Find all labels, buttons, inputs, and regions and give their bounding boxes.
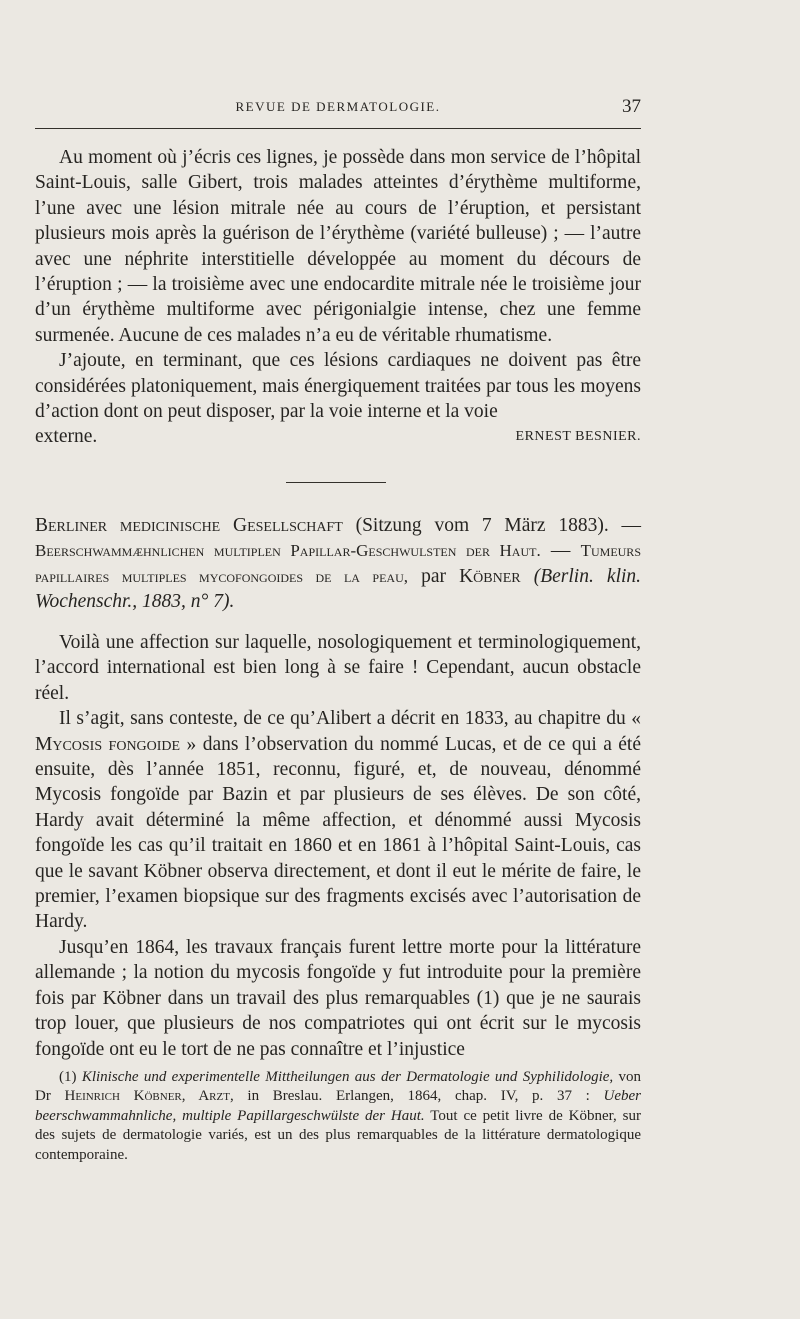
running-head bbox=[35, 96, 641, 118]
section-besnier bbox=[35, 145, 641, 450]
session-date: (Sitzung vom 7 März 1883). — bbox=[355, 515, 642, 536]
section-divider bbox=[286, 482, 386, 483]
source-citation: (Berlin. klin. Wochenschr., 1883, n° 7). bbox=[35, 565, 642, 613]
running-title: REVUE DE DERMATOLOGIE. bbox=[235, 99, 441, 114]
footnote-marker: (1) bbox=[59, 1069, 77, 1085]
text-run: » dans l’observation du nommé Lucas, et de ce qui a été ensuite, dès l’année 1851, reconnu, figuré, et, de nouveau, dénommé Mycosis fongoïde par Bazin et par plusieurs de ses élèves. De son côté, Hardy avait déterminé la même affection, et dénommé aussi Mycosis fongoïde les cas qu’il traitait en 1860 et en 1861 à l’hôpital Saint-Louis, cas que le savant Köbner observa directement, et dont il eut le mérite de faire, le premier, l’examen biopsique sur des fragments excisés avec l’autorisation de Hardy. bbox=[35, 733, 641, 933]
text-run: in Breslau. Erlangen, 1864, chap. IV, p. 37 : bbox=[233, 1088, 604, 1105]
term-small-caps: Mycosis fongoide bbox=[35, 733, 181, 755]
paragraph: Jusqu’en 1864, les travaux français furent lettre morte pour la littérature allemande ; la notion du mycosis fongoïde y fut introduite pour la première fois par Köbner dans un travail des plus remarquables (1) que je ne saurais trop louer, que plusieurs de nos compatriotes qui ont écrit sur le mycosis fongoïde ont eu le tort de ne pas connaître et l’injustice bbox=[35, 936, 641, 1060]
page-number: 37 bbox=[622, 96, 641, 117]
paragraph: Au moment où j’écris ces lignes, je possède dans mon service de l’hôpital Saint-Louis, salle Gibert, trois malades atteintes d’érythème multiforme, l’une avec une lésion mitrale née au cours de l’éruption, et persistant plusieurs mois après la guérison de l’érythème (variété bulleuse) ; — l’autre avec une néphrite interstitielle développée au moment du décours de l’éruption ; — la troisième avec une endocardite mitrale née le troisième jour d’un érythème multiforme avec périgonialgie intense, chez une femme surmenée. Aucune de ces malades n’a eu de véritable rhumatisme. bbox=[35, 147, 641, 346]
text-run: Il s’agit, sans conteste, de ce qu’Alibert a décrit en 1833, au chapitre du « bbox=[59, 708, 641, 730]
header-rule bbox=[35, 128, 641, 129]
footnote-text bbox=[35, 1068, 641, 1165]
footnote-title: Klinische und experimentelle Mittheilungen aus der Dermatologie und Syphilidologie, bbox=[81, 1069, 614, 1085]
article-heading bbox=[35, 513, 641, 615]
paragraph-end: externe. bbox=[35, 426, 98, 448]
society-name: Berliner medicinische Gesellschaft bbox=[35, 515, 343, 536]
paragraph: Voilà une affection sur laquelle, nosologiquement et terminologiquement, l’accord international est bien long à se faire ! Cependant, aucun obstacle réel. bbox=[35, 632, 641, 704]
signature-line bbox=[35, 424, 641, 449]
author-name: Köbner bbox=[459, 565, 521, 587]
article-body bbox=[35, 630, 641, 1062]
footnote-author: Heinrich Köbner, Arzt, bbox=[64, 1088, 234, 1105]
par-word: par bbox=[421, 565, 446, 587]
paragraph bbox=[35, 706, 641, 935]
title-french: Tumeurs papillaires multiples mycofongoides de la peau, bbox=[35, 541, 641, 586]
paragraph: J’ajoute, en terminant, que ces lésions cardiaques ne doivent pas être considérées platoniquement, mais énergiquement traitées par tous les moyens d’action dont on peut disposer, par la voie interne et la voie bbox=[35, 350, 641, 423]
text-run: von Dr bbox=[35, 1069, 642, 1105]
title-german: Beerschwammæhnlichen multiplen Papillar-Geschwulsten der Haut. bbox=[35, 541, 541, 561]
review-heading bbox=[35, 513, 641, 615]
dash: — bbox=[550, 540, 571, 562]
author-signature: ERNEST BESNIER. bbox=[515, 429, 641, 445]
footnote-subtitle: Ueber beerschwammahnliche, multiple Papillargeschwülste der Haut. bbox=[35, 1088, 642, 1124]
footnote bbox=[35, 1068, 641, 1165]
text-run: Tout ce petit livre de Köbner, sur des sujets de dermatologie variés, est un des plus remarquables de la littérature dermatologique contemporaine. bbox=[35, 1107, 641, 1163]
